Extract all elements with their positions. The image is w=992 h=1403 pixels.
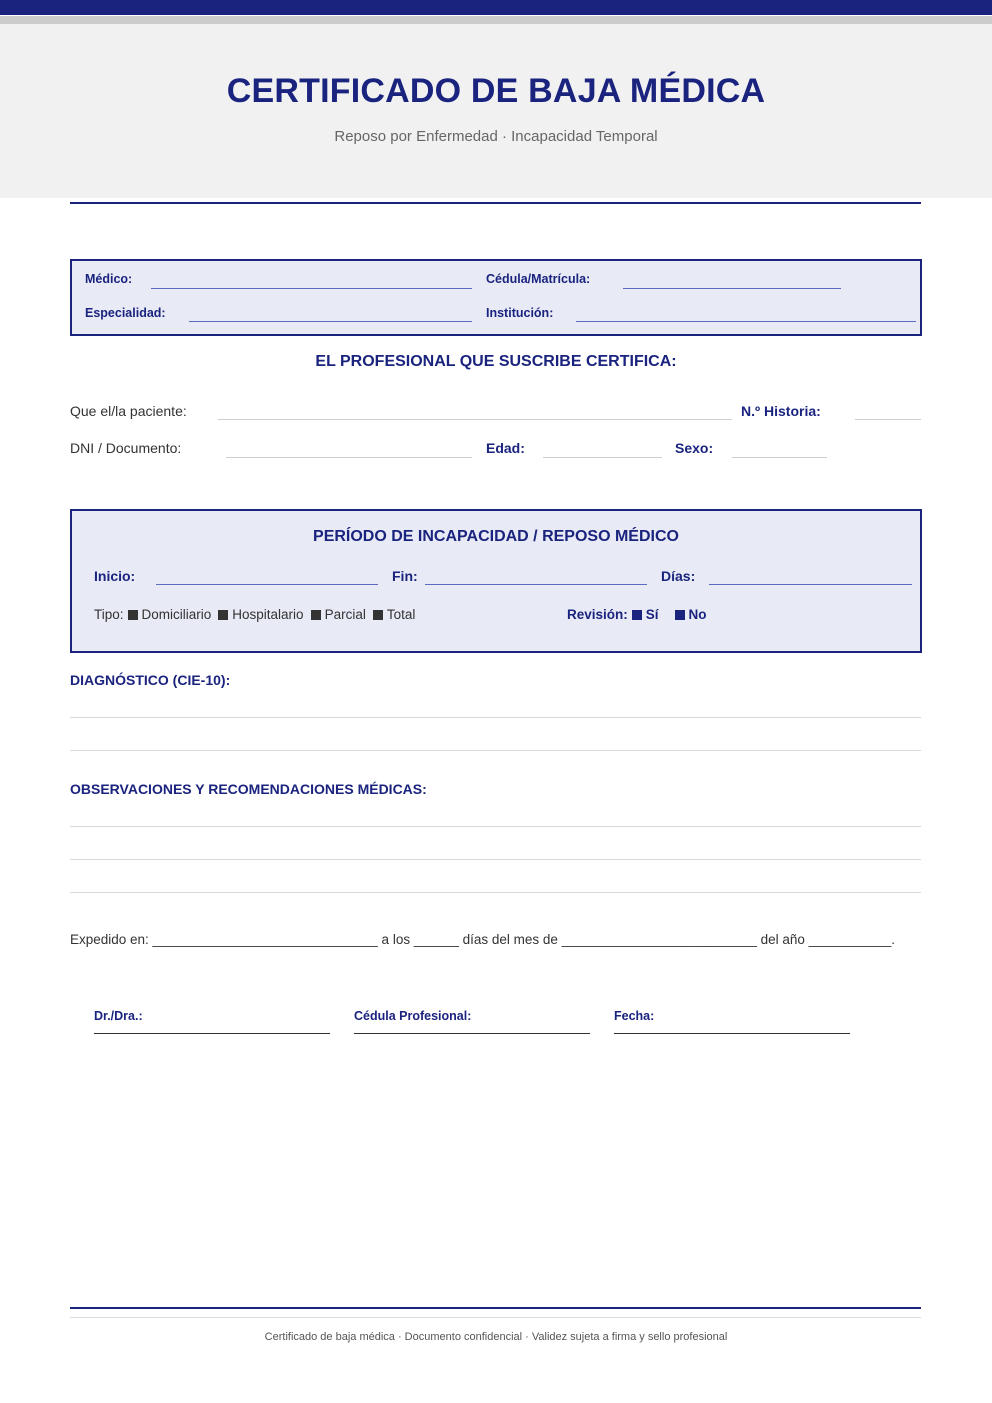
- checkbox-hospitalario[interactable]: [218, 610, 228, 620]
- footer-text: Certificado de baja médica · Documento confidencial · Validez sujeta a firma y sello profesional: [264, 1331, 728, 1343]
- dni-field[interactable]: [226, 457, 472, 458]
- fecha-label: Fecha:: [614, 1009, 655, 1023]
- checkbox-parcial[interactable]: [311, 610, 321, 620]
- cedula-matricula-field[interactable]: [623, 288, 841, 289]
- dni-label: DNI / Documento:: [70, 440, 182, 456]
- option-domiciliario: Domiciliario: [141, 607, 212, 622]
- institucion-label: Institución:: [486, 306, 554, 320]
- especialidad-label: Especialidad:: [85, 306, 166, 320]
- inicio-field[interactable]: [156, 584, 378, 585]
- doctor-signature-line[interactable]: [94, 1033, 330, 1034]
- revision-group: [567, 607, 707, 622]
- cedula-profesional-label: Cédula Profesional:: [354, 1009, 472, 1023]
- fecha-line[interactable]: [614, 1033, 850, 1034]
- option-total: Total: [386, 607, 416, 622]
- sexo-label: Sexo:: [675, 440, 714, 456]
- period-title: PERÍODO DE INCAPACIDAD / REPOSO MÉDICO: [313, 528, 679, 545]
- especialidad-field[interactable]: [189, 321, 472, 322]
- certification-heading: EL PROFESIONAL QUE SUSCRIBE CERTIFICA:: [315, 353, 677, 370]
- sexo-field[interactable]: [732, 457, 827, 458]
- doctor-info-box: [70, 259, 922, 336]
- observaciones-line-3[interactable]: [70, 892, 921, 893]
- footer-divider: [70, 1307, 921, 1309]
- checkbox-total[interactable]: [373, 610, 383, 620]
- header-divider: [70, 202, 921, 204]
- tipo-group: [94, 607, 415, 622]
- edad-label: Edad:: [486, 440, 525, 456]
- diagnostico-heading: DIAGNÓSTICO (CIE-10):: [70, 672, 231, 688]
- option-si: Sí: [645, 607, 659, 622]
- institucion-field[interactable]: [576, 321, 916, 322]
- cedula-matricula-label: Cédula/Matrícula:: [486, 272, 591, 286]
- tipo-label: Tipo:: [94, 607, 124, 622]
- option-hospitalario: Hospitalario: [232, 607, 304, 622]
- option-no: No: [688, 607, 707, 622]
- edad-field[interactable]: [543, 457, 662, 458]
- doctor-signature-label: Dr./Dra.:: [94, 1009, 143, 1023]
- diagnostico-line-2[interactable]: [70, 750, 921, 751]
- observaciones-line-1[interactable]: [70, 826, 921, 827]
- option-parcial: Parcial: [324, 607, 366, 622]
- cedula-profesional-line[interactable]: [354, 1033, 590, 1034]
- footer-divider-light: [70, 1317, 921, 1318]
- medico-field[interactable]: [151, 288, 472, 289]
- diagnostico-line-1[interactable]: [70, 717, 921, 718]
- checkbox-revision-si[interactable]: [632, 610, 642, 620]
- medico-label: Médico:: [85, 272, 133, 286]
- expedido-statement[interactable]: Expedido en: ______________________________ a los ______ días del mes de __________________________ del año ___________.: [70, 932, 896, 947]
- dias-field[interactable]: [709, 584, 912, 585]
- document-title: CERTIFICADO DE BAJA MÉDICA: [226, 72, 766, 110]
- historia-field[interactable]: [855, 419, 921, 420]
- checkbox-revision-no[interactable]: [675, 610, 685, 620]
- observaciones-line-2[interactable]: [70, 859, 921, 860]
- fin-field[interactable]: [425, 584, 647, 585]
- checkbox-domiciliario[interactable]: [128, 610, 138, 620]
- inicio-label: Inicio:: [94, 568, 136, 584]
- historia-label: N.º Historia:: [741, 403, 821, 419]
- paciente-field[interactable]: [218, 419, 732, 420]
- revision-label: Revisión:: [567, 607, 628, 622]
- top-accent-bar: [0, 0, 992, 15]
- top-gray-bar: [0, 16, 992, 24]
- document-subtitle: Reposo por Enfermedad · Incapacidad Temporal: [334, 128, 658, 145]
- observaciones-heading: OBSERVACIONES Y RECOMENDACIONES MÉDICAS:: [70, 781, 427, 797]
- fin-label: Fin:: [392, 568, 418, 584]
- paciente-label: Que el/la paciente:: [70, 403, 187, 419]
- header-band: [0, 24, 992, 198]
- dias-label: Días:: [661, 568, 696, 584]
